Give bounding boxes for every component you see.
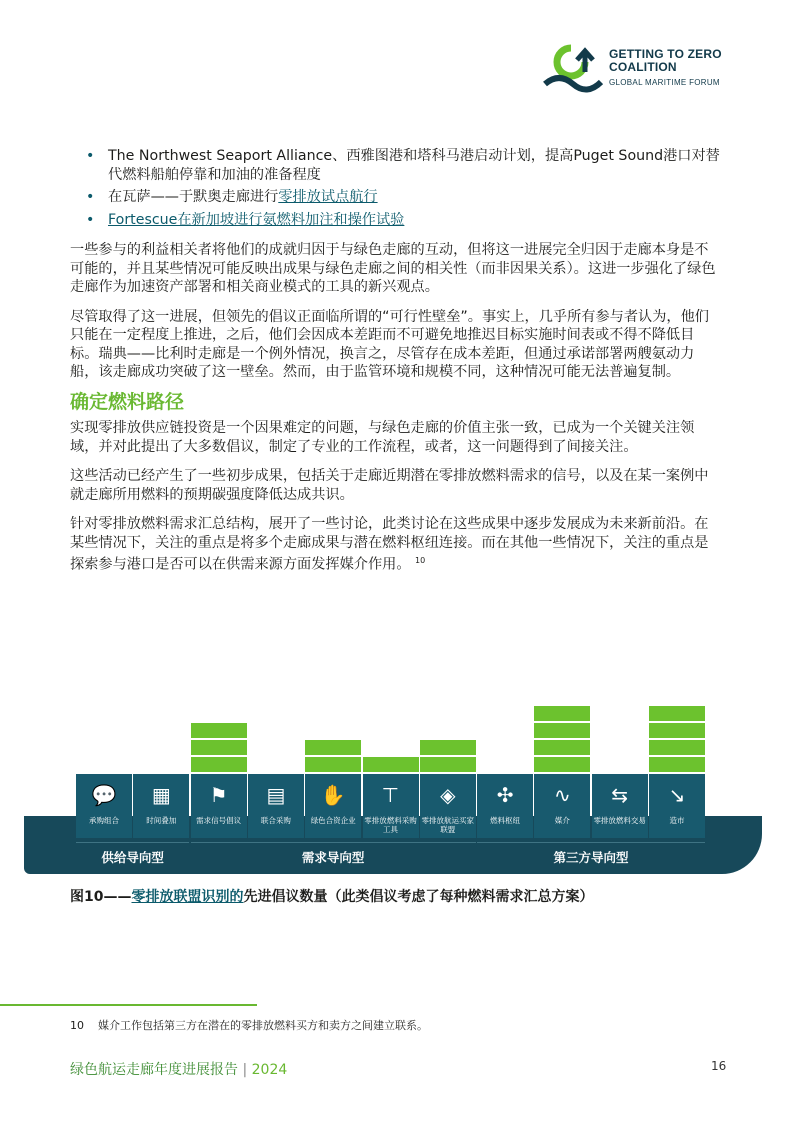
category-panel bbox=[133, 774, 189, 838]
chart-curve-icon: ↘ bbox=[668, 783, 686, 807]
bar-segment bbox=[305, 757, 361, 772]
logo-line-3: GLOBAL MARITIME FORUM bbox=[609, 78, 720, 87]
bar-segment bbox=[649, 723, 705, 738]
category-label: 零排放燃料交易 bbox=[593, 816, 646, 825]
exchange-arrows-icon: ⇆ bbox=[611, 783, 629, 807]
network-icon: ✣ bbox=[496, 783, 514, 807]
line-nodes-icon: ∿ bbox=[554, 783, 571, 807]
footnote-ref[interactable]: 10 bbox=[415, 556, 426, 565]
bar-segment bbox=[534, 723, 590, 738]
title-separator: | bbox=[242, 1062, 248, 1078]
logo-line-2: COALITION bbox=[609, 60, 677, 74]
category-panel bbox=[305, 774, 361, 838]
footnote-text: 媒介工作包括第三方在潜在的零排放燃料买方和卖方之间建立联系。 bbox=[98, 1019, 428, 1032]
paragraph: 实现零排放供应链投资是一个因果难定的问题，与绿色走廊的价值主张一致，已成为一个关键关注领域，并对此提出了大多数倡议，制定了专业的工作流程，或者，这一问题得到了间接关注。 bbox=[70, 420, 695, 455]
bar-segment bbox=[420, 757, 476, 772]
flags-icon: ⚑ bbox=[209, 783, 228, 807]
category-panel bbox=[649, 774, 705, 838]
category-label: 造市 bbox=[669, 816, 685, 825]
bullet-icon: • bbox=[86, 189, 95, 205]
bullet-text: 在瓦萨——于默奥走廊进行 bbox=[108, 189, 279, 205]
footnote bbox=[70, 1017, 428, 1033]
box-icon: ◈ bbox=[440, 783, 456, 807]
caption-suffix: 先进倡议数量（此类倡议考虑了每种燃料需求汇总方案） bbox=[243, 889, 594, 905]
group-label: 供给导向型 bbox=[76, 842, 189, 873]
hierarchy-icon: ⊤ bbox=[381, 783, 400, 807]
fortescue-link[interactable]: Fortescue在新加坡进行氨燃料加注和操作试验 bbox=[108, 211, 405, 228]
category-panel bbox=[420, 774, 476, 838]
report-title: 绿色航运走廊年度进展报告 bbox=[70, 1062, 238, 1078]
category-panel bbox=[477, 774, 533, 838]
list-item bbox=[70, 188, 720, 207]
category-label: 零排放燃料采购工具 bbox=[364, 816, 417, 834]
coalition-logo bbox=[543, 44, 773, 94]
bar-segment bbox=[363, 757, 419, 772]
category-panel bbox=[363, 774, 419, 838]
running-title bbox=[70, 1059, 287, 1079]
category-panel bbox=[592, 774, 648, 838]
logo-mark-icon bbox=[543, 44, 603, 94]
category-label: 零排放航运买家联盟 bbox=[421, 816, 475, 834]
bar-segment bbox=[420, 740, 476, 755]
paragraph-text: 针对零排放燃料需求汇总结构，展开了一些讨论，此类讨论在这些成果中逐步发展成为未来新前沿。在某些情况下，关注的重点是将多个走廊成果与潜在燃料枢纽连接。而在其他一些情况下，关注的重点是探索参与港口是否可以在供需来源方面发挥媒介作用。 bbox=[70, 516, 709, 573]
paragraph bbox=[70, 515, 720, 574]
category-panel bbox=[76, 774, 132, 838]
paragraph: 一些参与的利益相关者将他们的成就归因于与绿色走廊的互动，但将这一进展完全归因于走廊本身是不可能的，并且某些情况可能反映出成果与绿色走廊之间的相关性（而非因果关系）。这进一步强化了绿色走廊作为加速资产部署和相关商业模式的工具的新兴观点。 bbox=[70, 242, 716, 295]
paragraph: 这些活动已经产生了一些初步成果，包括关于走廊近期潜在零排放燃料需求的信号，以及在某一案例中就走廊所用燃料的预期碳强度降低达成共识。 bbox=[70, 468, 709, 503]
handshake-icon: ✋ bbox=[320, 783, 346, 807]
figure-caption bbox=[70, 886, 593, 906]
bullet-icon: • bbox=[86, 148, 95, 164]
bar-segment bbox=[191, 757, 247, 772]
list-item bbox=[70, 211, 720, 230]
document-icon: ▤ bbox=[266, 783, 286, 807]
logo-line-1: GETTING TO ZERO bbox=[609, 47, 722, 61]
footnote-divider bbox=[0, 1004, 257, 1006]
bar-segment bbox=[534, 757, 590, 772]
bar-segment bbox=[305, 740, 361, 755]
bar-segment bbox=[191, 723, 247, 738]
category-panel bbox=[191, 774, 247, 838]
bar-segment bbox=[649, 706, 705, 721]
bullet-list bbox=[70, 147, 720, 229]
category-label: 绿色合资企业 bbox=[310, 816, 356, 825]
category-panel bbox=[534, 774, 590, 838]
category-label: 承购组合 bbox=[89, 816, 119, 825]
bar-segment bbox=[649, 757, 705, 772]
list-item bbox=[70, 147, 720, 184]
bullet-text: The Northwest Seaport Alliance、西雅图港和塔科马港启动计划，提高Puget Sound港口对替代燃料船舶停靠和加油的准备程度 bbox=[108, 148, 720, 183]
brick-wall-icon: ▦ bbox=[151, 783, 171, 807]
report-year: 2024 bbox=[251, 1062, 288, 1078]
bar-segment bbox=[191, 740, 247, 755]
bar-segment bbox=[649, 740, 705, 755]
category-label: 媒介 bbox=[554, 816, 570, 825]
bar-segment bbox=[534, 706, 590, 721]
category-label: 燃料枢纽 bbox=[490, 816, 521, 825]
caption-prefix: 图10—— bbox=[70, 889, 132, 905]
section-heading: 确定燃料路径 bbox=[70, 390, 185, 413]
group-label: 第三方导向型 bbox=[477, 842, 705, 873]
category-panel bbox=[248, 774, 304, 838]
category-label: 需求信号倡议 bbox=[196, 816, 242, 825]
paragraph: 尽管取得了这一进展，但领先的倡议正面临所谓的“可行性壁垒”。事实上，几乎所有参与者认为，他们只能在一定程度上推进，之后，他们会因成本差距而不可避免地推迟目标实施时间表或不得不降低目标。瑞典——比利时走廊是一个例外情况，换言之，尽管存在成本差距，但通过承诺部署两艘氨动力船，该走廊成功突破了这一壁垒。然而，由于监管环境和规模不同，这种情况可能无法普遍复制。 bbox=[70, 308, 709, 380]
main-content bbox=[70, 147, 720, 585]
bullet-icon: • bbox=[86, 211, 95, 228]
caption-link[interactable]: 零排放联盟识别的 bbox=[131, 889, 244, 905]
chat-icon: 💬 bbox=[91, 783, 117, 807]
pilot-voyage-link[interactable]: 零排放试点航行 bbox=[278, 189, 378, 205]
page-number: 16 bbox=[711, 1059, 727, 1073]
bar-segment bbox=[534, 740, 590, 755]
category-label: 联合采购 bbox=[260, 816, 291, 825]
group-label: 需求导向型 bbox=[191, 842, 476, 873]
category-label: 时间叠加 bbox=[146, 816, 177, 825]
footnote-number: 10 bbox=[70, 1019, 84, 1032]
